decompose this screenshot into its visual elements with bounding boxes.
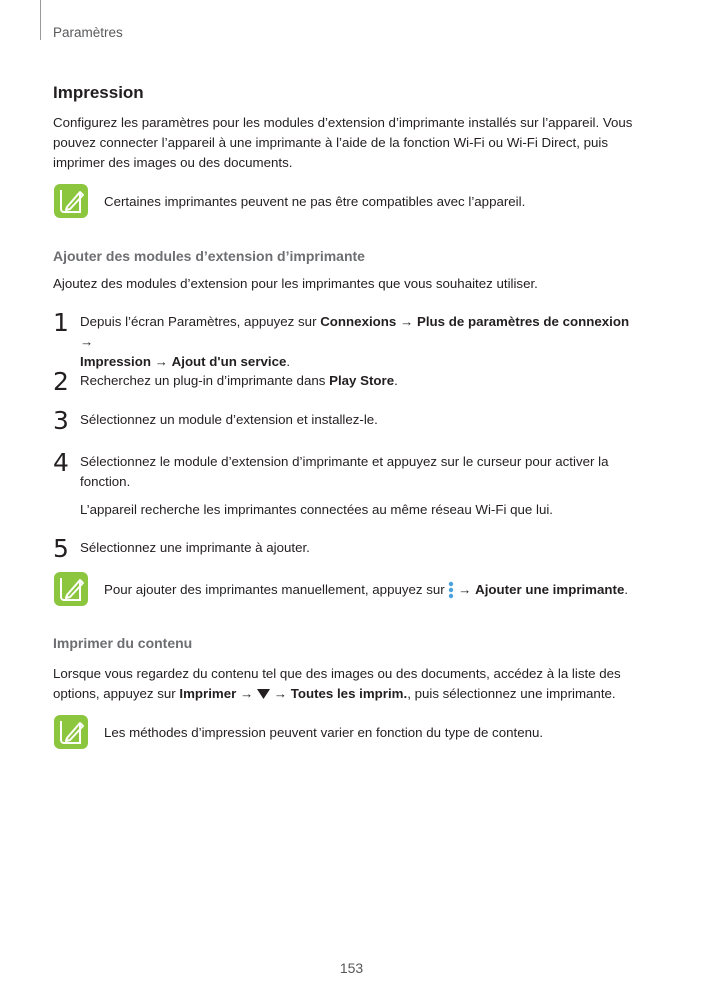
print-paragraph: Lorsque vous regardez du contenu tel que des images ou des documents, accédez à la liste des options, appuyez sur Imprimer → → Toutes les imprim., puis sélectionnez une imprimante. (53, 666, 621, 701)
note-print-methods (53, 714, 653, 752)
step-number: 5 (53, 534, 69, 563)
step-text: Recherchez un plug-in d’imprimante dans Play Store. (80, 373, 398, 388)
page-number: 153 (339, 960, 364, 976)
step-extra-text: L’appareil recherche les imprimantes connectées au même réseau Wi-Fi que lui. (80, 502, 554, 517)
step-text: Sélectionnez une imprimante à ajouter. (80, 540, 310, 555)
page-header: Paramètres (53, 25, 123, 40)
note-compatibility (53, 183, 653, 221)
triangle-down-icon (257, 689, 270, 699)
step-text: Sélectionnez le module d’extension d’imprimante et appuyez sur le curseur pour activer la fonction. L’appareil recherche les imprimantes connectées au même réseau Wi-Fi que lui. (80, 452, 640, 520)
step-number: 1 (53, 308, 69, 337)
section-description: Ajoutez des modules d’extension pour les imprimantes que vous souhaitez utiliser. (53, 276, 538, 291)
section-heading-add-modules: Ajouter des modules d’extension d’imprimante (53, 248, 365, 264)
note-add-manually (53, 571, 653, 609)
page-title: Impression (53, 83, 144, 102)
note-text: Pour ajouter des imprimantes manuellement, appuyez sur → Ajouter une imprimante. (104, 580, 664, 600)
intro-paragraph: Configurez les paramètres pour les modules d’extension d’imprimante installés sur l’appareil. Vous pouvez connecter l’appareil à une imprimante à l’aide de la fonction Wi-Fi ou Wi-Fi Direct, puis imprimer des images ou des documents. (53, 115, 633, 170)
header-rule (40, 0, 41, 40)
step-number: 2 (53, 367, 69, 396)
step-text: Sélectionnez un module d’extension et installez-le. (80, 412, 378, 427)
pencil-note-icon (53, 571, 89, 607)
note-text: Les méthodes d’impression peuvent varier en fonction du type de contenu. (104, 725, 544, 740)
pencil-note-icon (53, 714, 89, 750)
pencil-note-icon (53, 183, 89, 219)
section-heading-print-content: Imprimer du contenu (53, 635, 193, 651)
step-text: Depuis l’écran Paramètres, appuyez sur Connexions → Plus de paramètres de connexion → Impression → Ajout d'un service. (80, 314, 630, 369)
step-number: 4 (53, 448, 69, 477)
step-number: 3 (53, 406, 69, 435)
note-text: Certaines imprimantes peuvent ne pas être compatibles avec l’appareil. (104, 194, 526, 209)
